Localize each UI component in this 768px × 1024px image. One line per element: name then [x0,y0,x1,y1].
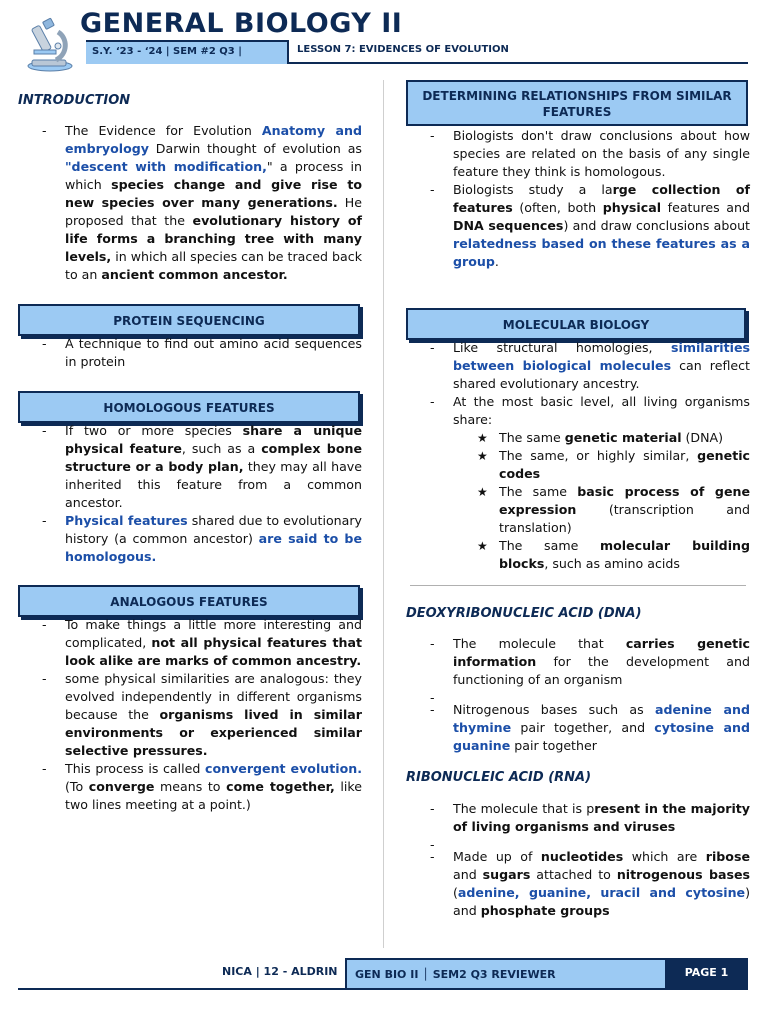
lesson-label: LESSON 7: EVIDENCES OF EVOLUTION [289,40,748,64]
molecular-list [406,339,750,573]
homologous-list [18,422,362,566]
analogous-features-heading: ANALOGOUS FEATURES [18,585,360,617]
rna-heading: RIBONUCLEIC ACID (RNA) [406,770,592,785]
rna-list [406,800,750,920]
reviewer-label: GEN BIO II │ SEM2 Q3 REVIEWER [345,958,665,988]
list-item: - A technique to find out amino acid sequences in protein [18,335,362,371]
rna-section [406,769,750,920]
introduction-section [18,92,362,284]
header-bar [86,40,748,64]
list-item: - The molecule that is present in the majority of living organisms and viruses [406,800,750,836]
microscope-icon [20,16,78,74]
analogous-list [18,616,362,814]
dna-heading: DEOXYRIBONUCLEIC ACID (DNA) [406,606,642,621]
protein-sequencing-section [18,335,362,371]
footer-rule [18,988,748,990]
page-number: PAGE 1 [665,958,748,988]
list-item: ★ The same genetic material (DNA) [477,429,750,447]
list-item: - If two or more species share a unique physical feature, such as a complex bone structure or a body plan, they may all have inherited this feature from a common ancestor. [18,422,362,512]
section-divider [410,585,746,586]
shared-traits-list [477,429,750,573]
determining-section [406,127,750,271]
list-item: ★ The same molecular building blocks, such as amino acids [477,537,750,573]
protein-list [18,335,362,371]
list-item: - some physical similarities are analogous: they evolved independently in different organisms because the organisms lived in similar environments or experienced similar selective pressures. [18,670,362,760]
list-item: - Made up of nucleotides which are ribose and sugars attached to nitrogenous bases (adenine, guanine, uracil and cytosine) and phosphate groups [406,848,750,920]
school-year-label: S.Y. ‘23 - ‘24 | SEM #2 Q3 | [86,40,289,64]
spacer [406,836,750,848]
list-item: - Physical features shared due to evolutionary history (a common ancestor) are said to be homologous. [18,512,362,566]
list-item: - Biologists don't draw conclusions about how species are related on the basis of any single feature they think is homologous. [406,127,750,181]
list-item: - To make things a little more interesting and complicated, not all physical features that look alike are marks of common ancestry. [18,616,362,670]
list-item: - Like structural homologies, similarities between biological molecules can reflect shared evolutionary ancestry. [406,339,750,393]
page-title: GENERAL BIOLOGY II [80,8,403,39]
introduction-list [18,122,362,284]
determining-relationships-heading: DETERMINING RELATIONSHIPS FROM SIMILAR FEATURES [406,80,748,126]
homologous-section [18,422,362,566]
introduction-heading: INTRODUCTION [18,93,131,108]
list-item: ★ The same basic process of gene expression (transcription and translation) [477,483,750,537]
homologous-features-heading: HOMOLOGOUS FEATURES [18,391,360,423]
list-item: - This process is called convergent evolution. (To converge means to come together, like two lines meeting at a point.) [18,760,362,814]
protein-sequencing-heading: PROTEIN SEQUENCING [18,304,360,336]
list-item: - Biologists study a large collection of features (often, both physical features and DNA sequences) and draw conclusions about relatedness based on these features as a group. [406,181,750,271]
list-item: - The molecule that carries genetic information for the development and functioning of an organism [406,635,750,689]
determining-list [406,127,750,271]
column-divider [383,80,384,948]
list-item: - At the most basic level, all living organisms share: ★ The same genetic material (DNA) ★ The same, or highly similar, genetic codes ★ The same basic process of gene expression (transcription and translation) ★ The same molecular building blocks, such as amino acids [406,393,750,573]
dna-section [406,605,750,755]
author-label: NICA | 12 - ALDRIN [222,965,338,978]
dna-list [406,635,750,755]
list-item: ★ The same, or highly similar, genetic codes [477,447,750,483]
list-item: - The Evidence for Evolution Anatomy and embryology Darwin thought of evolution as "descent with modification," a process in which species change and give rise to new species over many generations. He proposed that the evolutionary history of life forms a branching tree with many levels, in which all species can be traced back to an ancient common ancestor. [18,122,362,284]
molecular-biology-heading: MOLECULAR BIOLOGY [406,308,746,340]
analogous-section [18,616,362,814]
spacer [406,689,750,701]
list-item: - Nitrogenous bases such as adenine and thymine pair together, and cytosine and guanine pair together [406,701,750,755]
molecular-section [406,339,750,573]
